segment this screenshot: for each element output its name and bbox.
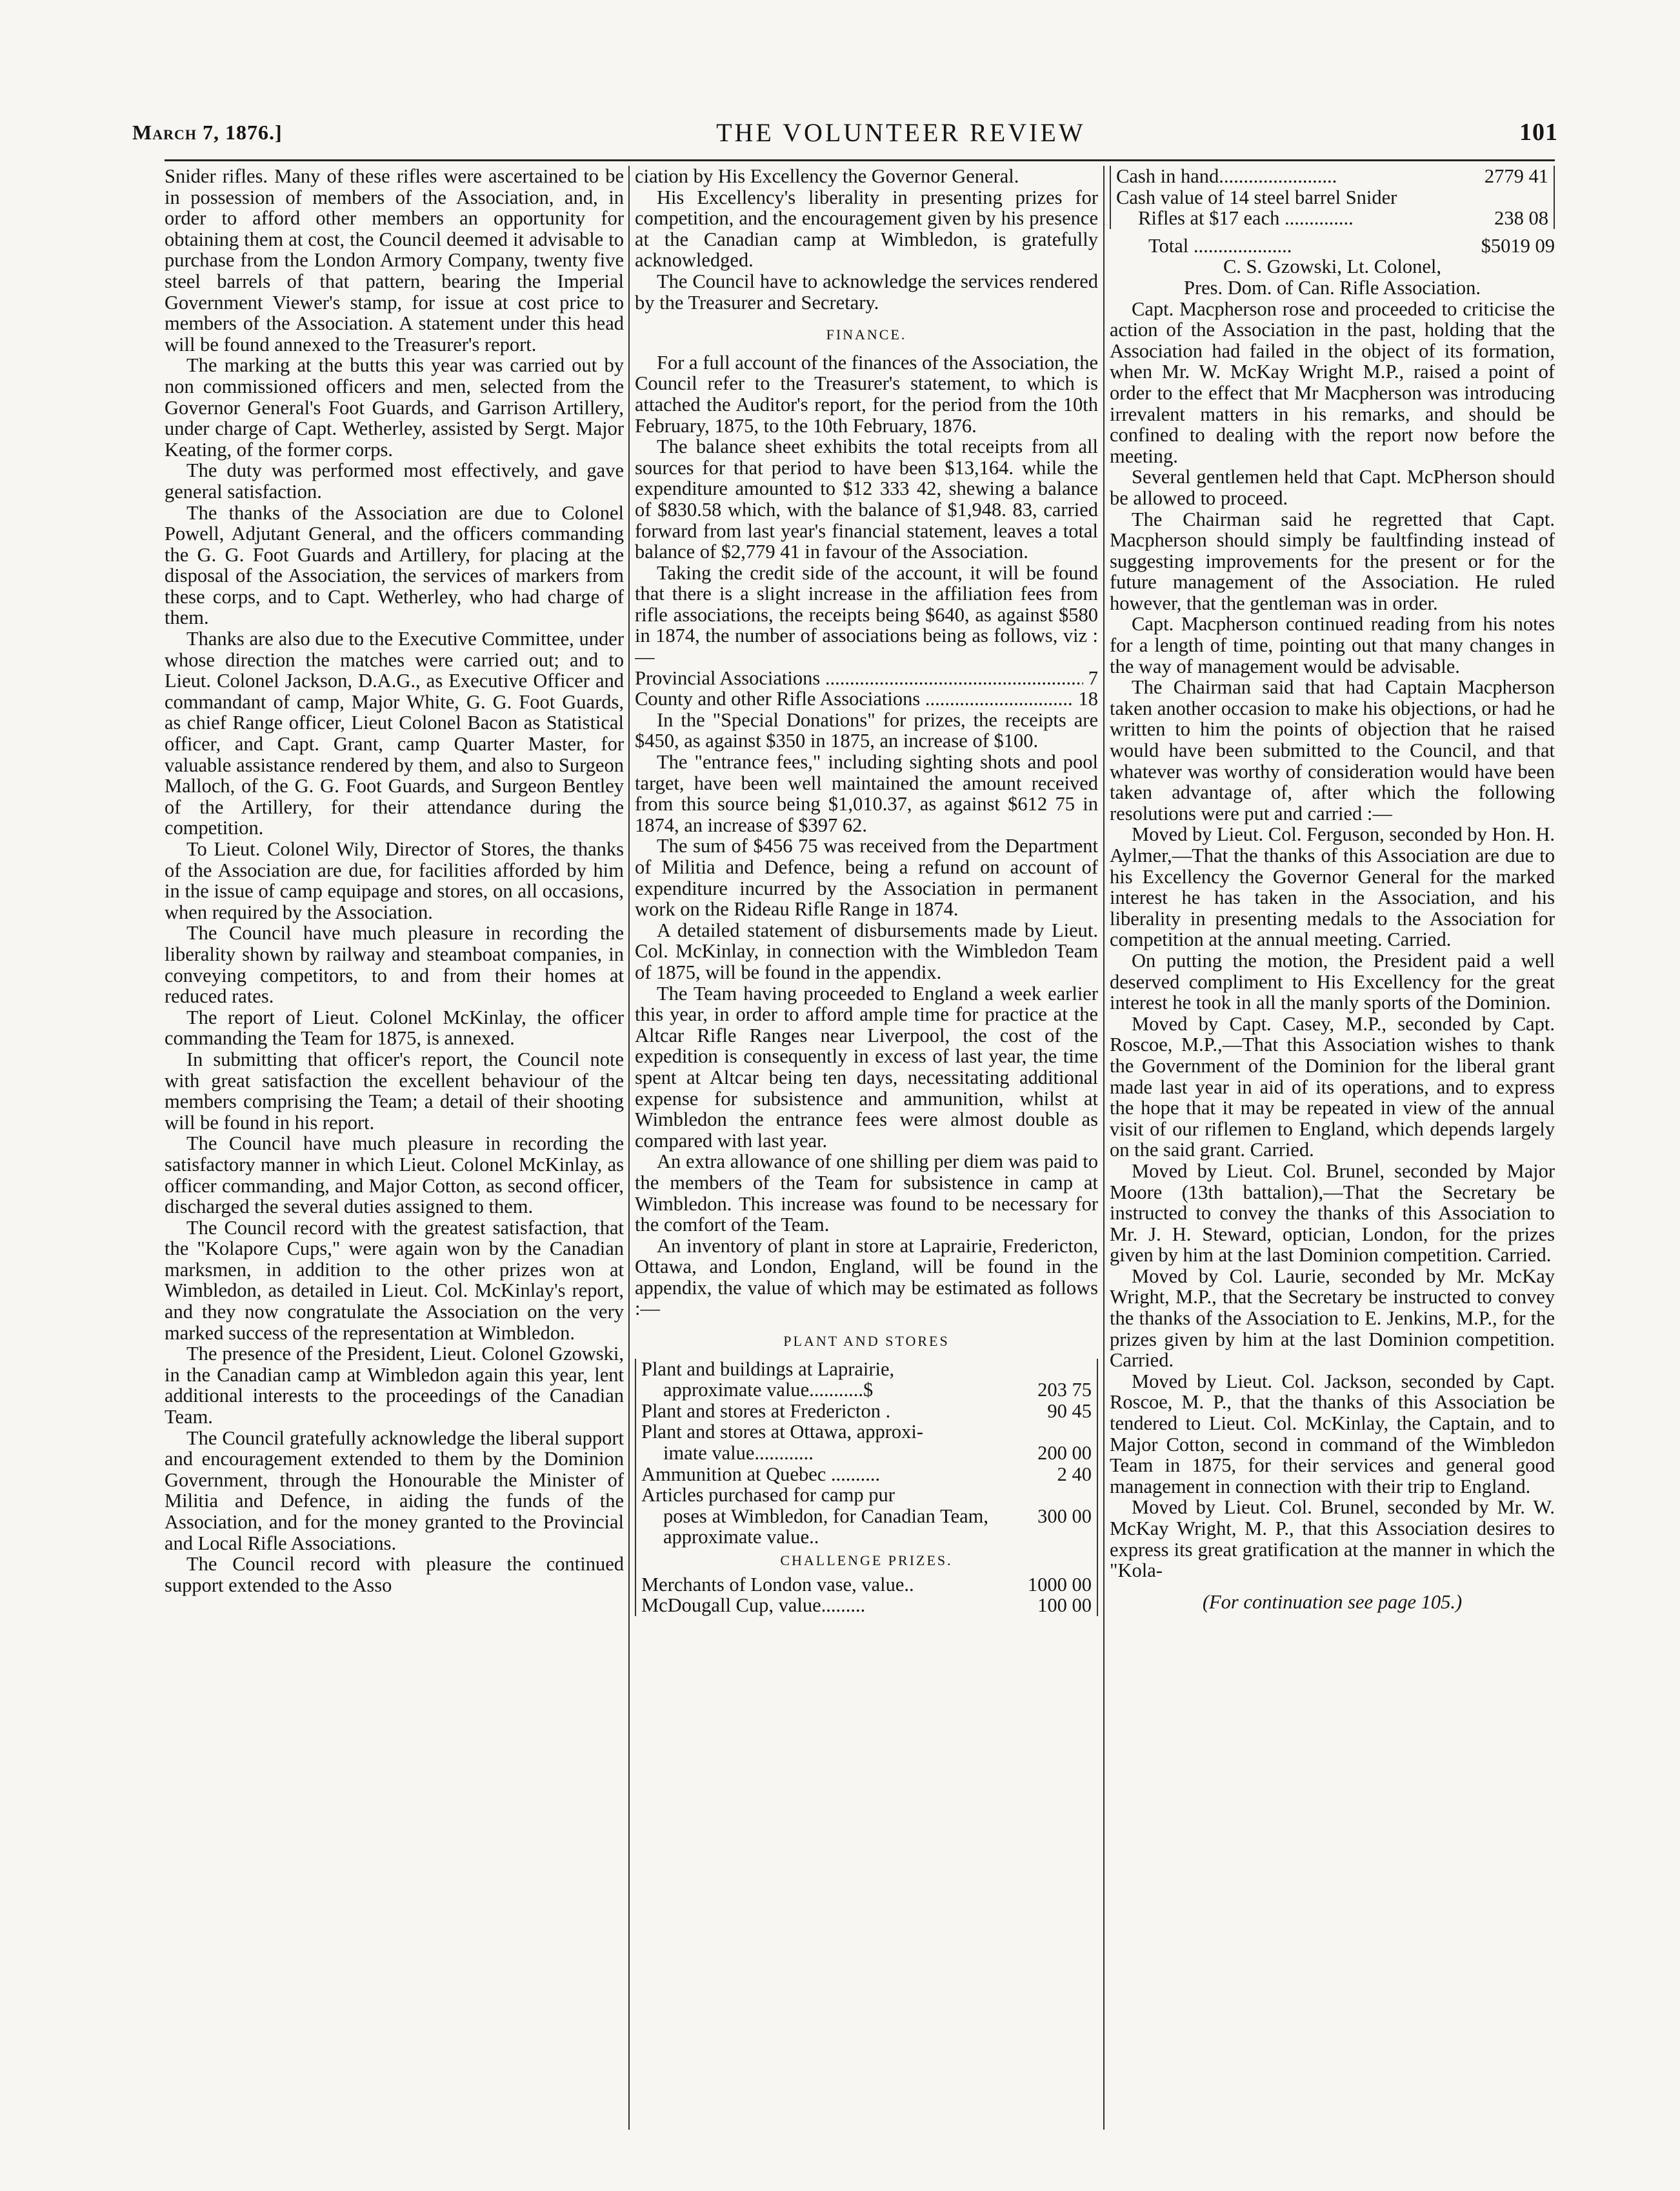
ledger-label: McDougall Cup, value......... xyxy=(641,1594,866,1617)
ledger-value: 2779 41 xyxy=(1484,166,1548,187)
paragraph: For a full account of the finances of the Association, the Council refer to the Treasurer's statement, to which is attached the Auditor's report, for the period from the 10th February, 1875, to the 10th February, 1876. xyxy=(635,351,1098,437)
ledger-label: poses at Wimbledon, for Canadian Team, approximate value.. xyxy=(663,1505,988,1548)
ledger-label: Cash in hand........................ xyxy=(1116,166,1337,187)
ledger-label: approximate value...........$ xyxy=(663,1379,874,1401)
paragraph: The thanks of the Association are due to Colonel Powell, Adjutant General, and the officers commanding the G. G. Foot Guards and Artillery, for placing at the disposal of the Association, the services of markers from these corps, and to Capt. Wetherley, who had charge of them. xyxy=(165,501,624,629)
paragraph: The Council have much pleasure in recording the satisfactory manner in which Lieut. Colonel McKinlay, as officer commanding, and Major Cotton, as second officer, discharged the several duties assigned to them. xyxy=(165,1132,624,1218)
section-heading-challenge: CHALLENGE PRIZES. xyxy=(780,1552,953,1568)
page-header xyxy=(132,114,1558,151)
column-divider xyxy=(1103,166,1105,2130)
continuation-note: (For continuation see page 105.) xyxy=(1202,1590,1463,1613)
paragraph: The "entrance fees," including sighting shots and pool target, have been well maintained the amount received from this source being $1,010.37, as against $612 75 in 1874, an increase of $397 62. xyxy=(635,751,1098,836)
section-heading-plant: PLANT AND STORES xyxy=(783,1333,950,1350)
paragraph: Moved by Capt. Casey, M.P., seconded by Capt. Roscoe, M.P.,—That this Association wishes to thank the Government of the Dominion for the liberal grant made last year in aid of its operations, and to express the hope that it may be repeated in view of the annual visit of our riflemen to England, which depends largely on the said grant. Carried. xyxy=(1110,1012,1555,1161)
ledger-value xyxy=(1452,187,1548,208)
paragraph: Capt. Macpherson rose and proceeded to criticise the action of the Association in the past, holding that the Association had failed in the object of its formation, when Mr. W. McKay Wright M.P., raised a point of order to the effect that Mr Macpherson was introducing irrevalent matters in his remarks, and should be confined to dealing with the report now before the meeting. xyxy=(1110,297,1555,467)
paragraph: In submitting that officer's report, the Council note with great satisfaction the excellent behaviour of the members comprising the Team; a detail of their shooting will be found in his report. xyxy=(165,1048,624,1134)
paragraph: To Lieut. Colonel Wily, Director of Stores, the thanks of the Association are due, for facilities afforded by him in the issue of camp equipage and stores, on all occasions, when required by the Association. xyxy=(165,838,624,923)
list-item-label: County and other Rifle Associations ..... xyxy=(635,688,1074,710)
paragraph: The Council record with the greatest satisfaction, that the "Kolapore Cups," were again won by the Canadian marksmen, in addition to the other prizes won at Wimbledon, as detailed in Lieut. Col. McKinlay's report, and they now congratulate the Association on the very marked success of the representation at Wimbledon. xyxy=(165,1216,624,1344)
list-item-label: Provincial Associations ..... xyxy=(635,668,1083,689)
signature: C. S. Gzowski, Lt. Colonel, xyxy=(1223,255,1442,278)
ledger-label: Articles purchased for camp pur xyxy=(641,1484,895,1506)
column-3 xyxy=(1110,166,1555,2130)
ledger-value: 2 40 xyxy=(1057,1463,1092,1485)
ledger-value: 200 00 xyxy=(1037,1442,1092,1465)
paragraph: His Excellency's liberality in presenting prizes for competition, and the encouragement given by his presence at the Canadian camp at Wimbledon, is gratefully acknowledged. xyxy=(635,186,1098,272)
paragraph: The Council record with pleasure the continued support extended to the Asso xyxy=(165,1553,624,1596)
total-row xyxy=(1110,235,1555,257)
paragraph: Capt. Macpherson continued reading from his notes for a length of time, pointing out that many changes in the way of management would be advisable. xyxy=(1110,613,1555,677)
paragraph: The sum of $456 75 was received from the Department of Militia and Defence, being a refund on account of expenditure incurred by the Association in permanent work on the Rideau Rifle Range in 1874. xyxy=(635,835,1098,921)
total-line xyxy=(1110,235,1555,257)
paragraph: The Team having proceeded to England a week earlier this year, in order to afford ample time for practice at the Altcar Rifle Ranges near Liverpool, the cost of the expedition is consequently in excess of last year, the time spent at Altcar being ten days, necessitating additional expense for subsistence and ammunition, whilst at Wimbledon the entrance fees were almost double as compared with last year. xyxy=(635,982,1098,1152)
table-row xyxy=(1116,166,1548,187)
paragraph: The marking at the butts this year was carried out by non commissioned officers and men, selected from the Governor General's Foot Guards, and Garrison Artillery, under charge of Capt. Wetherley, assisted by Sergt. Major Keating, of the former corps. xyxy=(165,354,624,461)
table-row xyxy=(641,1401,1092,1422)
table-row xyxy=(641,1379,1092,1401)
ledger-value: 238 08 xyxy=(1494,207,1548,230)
ledger-label: Rifles at $17 each .............. xyxy=(1138,207,1354,230)
table-row xyxy=(641,1506,1092,1548)
paragraph: The Council have to acknowledge the services rendered by the Treasurer and Secretary. xyxy=(635,270,1098,314)
column-divider xyxy=(628,166,630,2130)
paragraph: An extra allowance of one shilling per diem was paid to the members of the Team for subsistence in camp at Wimbledon. This increase was found to be necessary for the comfort of the Team. xyxy=(635,1150,1098,1236)
paragraph: The Chairman said that had Captain Macpherson taken another occasion to make his objections, or had he written to him the points of objection that he raised would have been submitted to the Council, and that whatever was worthy of consideration would have been taken advantage of, after which the following resolutions were put and carried :— xyxy=(1110,676,1555,825)
section-heading-finance: FINANCE. xyxy=(826,326,907,343)
paragraph: The report of Lieut. Colonel McKinlay, the officer commanding the Team for 1875, is annexed. xyxy=(165,1006,624,1050)
paragraph: Moved by Lieut. Col. Ferguson, seconded by Hon. H. Aylmer,—That the thanks of this Association are due to his Excellency the Governor General for the marked interest he has taken in the Association, and his liberality in presenting medals to the Association for competition at the annual meeting. Carried. xyxy=(1110,823,1555,951)
table-row xyxy=(641,1485,1092,1506)
table-row xyxy=(1116,208,1548,229)
paragraph: An inventory of plant in store at Laprairie, Fredericton, Ottawa, and London, England, will be found in the appendix, the value of which may be estimated as follows :— xyxy=(635,1234,1098,1320)
table-row xyxy=(641,1359,1092,1380)
associations-list xyxy=(635,668,1098,710)
cash-ledger xyxy=(1110,166,1555,229)
paragraph: A detailed statement of disbursements made by Lieut. Col. McKinlay, in connection with the Wimbledon Team of 1875, will be found in the appendix. xyxy=(635,919,1098,983)
ledger-value: 100 00 xyxy=(1037,1594,1092,1617)
paragraph: Moved by Lieut. Col. Brunel, seconded by Major Moore (13th battalion),—That the Secretary be instructed to convey the thanks of this Association to Mr. J. H. Steward, optician, London, for the prizes given by him at the last Dominion competition. Carried. xyxy=(1110,1159,1555,1266)
table-row xyxy=(641,1595,1092,1616)
paragraph: The Council gratefully acknowledge the liberal support and encouragement extended to them by the Dominion Government, through the Honourable the Minister of Militia and Defence, in aiding the funds of the Association, and for the money granted to the Provincial and Local Rifle Associations. xyxy=(165,1426,624,1554)
paragraph: The balance sheet exhibits the total receipts from all sources for that period to have been $13,164. while the expenditure amounted to $12 333 42, shewing a balance of $830.58 which, with the balance of $1,948. 83, carried forward from last year's financial statement, leaves a total balance of $2,779 41 in favour of the Association. xyxy=(635,435,1098,563)
paragraph: Moved by Col. Laurie, seconded by Mr. McKay Wright, M.P., that the Secretary be instructed to convey the thanks of the Association to E. Jenkins, M.P., for the prizes given by him at the last Dominion competition. Carried. xyxy=(1110,1265,1555,1372)
header-rule xyxy=(165,159,1555,161)
table-row xyxy=(641,1421,1092,1443)
paragraph: The presence of the President, Lieut. Colonel Gzowski, in the Canadian camp at Wimbledon again this year, lent additional interests to the proceedings of the Canadian Team. xyxy=(165,1343,624,1428)
column-2 xyxy=(635,166,1098,2130)
ledger-value: 300 00 xyxy=(1037,1505,1092,1527)
ledger-value: 90 45 xyxy=(1047,1399,1092,1422)
table-row xyxy=(641,1574,1092,1596)
paragraph: In the "Special Donations" for prizes, the receipts are $450, as against $350 in 1875, an increase of $100. xyxy=(635,708,1098,752)
table-row xyxy=(641,1464,1092,1485)
list-item-value: 7 xyxy=(1088,666,1098,689)
signature-title: Pres. Dom. of Can. Rifle Association. xyxy=(1183,276,1481,299)
list-item xyxy=(635,688,1098,710)
paragraph: Taking the credit side of the account, it will be found that there is a slight increase in the affiliation fees from rifle associations, the receipts being $640, as against $580 in 1874, the number of associations being as follows, viz :— xyxy=(635,561,1098,668)
list-item xyxy=(635,668,1098,689)
paragraph: The Chairman said he regretted that Capt. Macpherson should simply be faultfinding instead of suggesting improvements for the present or for the future management of the Association. He ruled however, that the gentleman was in order. xyxy=(1110,508,1555,614)
page-number: 101 xyxy=(1519,119,1558,146)
ledger-label: Merchants of London vase, value.. xyxy=(641,1573,914,1596)
issue-date: March 7, 1876.] xyxy=(132,120,283,144)
total-label: Total .................... xyxy=(1148,234,1292,257)
paragraph: The duty was performed most effectively, and gave general satisfaction. xyxy=(165,459,624,503)
plant-ledger xyxy=(635,1359,1098,1616)
column-1 xyxy=(165,166,624,2130)
paragraph: Moved by Lieut. Col. Jackson, seconded by Capt. Roscoe, M. P., that the thanks of this Association be tendered to Lieut. Col. McKinlay, the Captain, and to Major Cotton, second in command of the Wimbledon Team in 1875, for their services and general good management in connection with their trip to England. xyxy=(1110,1370,1555,1497)
ledger-value: 203 75 xyxy=(1037,1379,1092,1401)
table-row xyxy=(641,1443,1092,1464)
paragraph: The Council have much pleasure in recording the liberality shown by railway and steamboat companies, in conveying competitors, to and from their homes at reduced rates. xyxy=(165,922,624,1008)
ledger-label: Plant and buildings at Laprairie, xyxy=(641,1357,895,1380)
table-row xyxy=(1116,187,1548,208)
paragraph: On putting the motion, the President paid a well deserved compliment to His Excellency for the great interest he took in all the manly sports of the Dominion. xyxy=(1110,949,1555,1014)
paragraph: Several gentlemen held that Capt. McPherson should be allowed to proceed. xyxy=(1110,466,1555,509)
paragraph: Snider rifles. Many of these rifles were ascertained to be in possession of members of the Association, and, in order to afford other members an opportunity for obtaining them at cost, the Council deemed it advisable to purchase from the London Armory Company, twenty five steel barrels of that pattern, bearing the Imperial Government Viewer's stamp, for issue at cost price to members of the Association. A statement under this head will be found annexed to the Treasurer's report. xyxy=(165,166,624,355)
paragraph: ciation by His Excellency the Governor General. xyxy=(635,166,1019,187)
publication-title: THE VOLUNTEER REVIEW xyxy=(716,117,1086,147)
ledger-label: Cash value of 14 steel barrel Snider xyxy=(1116,186,1397,208)
paragraph: Moved by Lieut. Col. Brunel, seconded by Mr. W. McKay Wright, M. P., that this Association desires to express its great gratification at the manner in which the "Kola- xyxy=(1110,1496,1555,1582)
list-item-value: 18 xyxy=(1078,688,1098,710)
ledger-label: Ammunition at Quebec .......... xyxy=(641,1463,881,1485)
ledger-value: 1000 00 xyxy=(1027,1573,1092,1596)
paragraph: Thanks are also due to the Executive Committee, under whose direction the matches were carried out; and to Lieut. Colonel Jackson, D.A.G., as Executive Officer and commandant of camp, Major White, G. G. Foot Guards, as chief Range officer, Lieut Colonel Bacon as Statistical officer, and Capt. Grant, camp Quarter Master, for valuable assistance rendered by them, and also to Surgeon Malloch, of the G. G. Foot Guards, and Surgeon Bentley of the Artillery, for their attendance during the competition. xyxy=(165,628,624,839)
ledger-label: Plant and stores at Fredericton . xyxy=(641,1399,891,1422)
ledger-label: imate value............ xyxy=(663,1442,814,1465)
total-value: $5019 09 xyxy=(1481,234,1555,257)
ledger-label: Plant and stores at Ottawa, approxi- xyxy=(641,1421,924,1443)
